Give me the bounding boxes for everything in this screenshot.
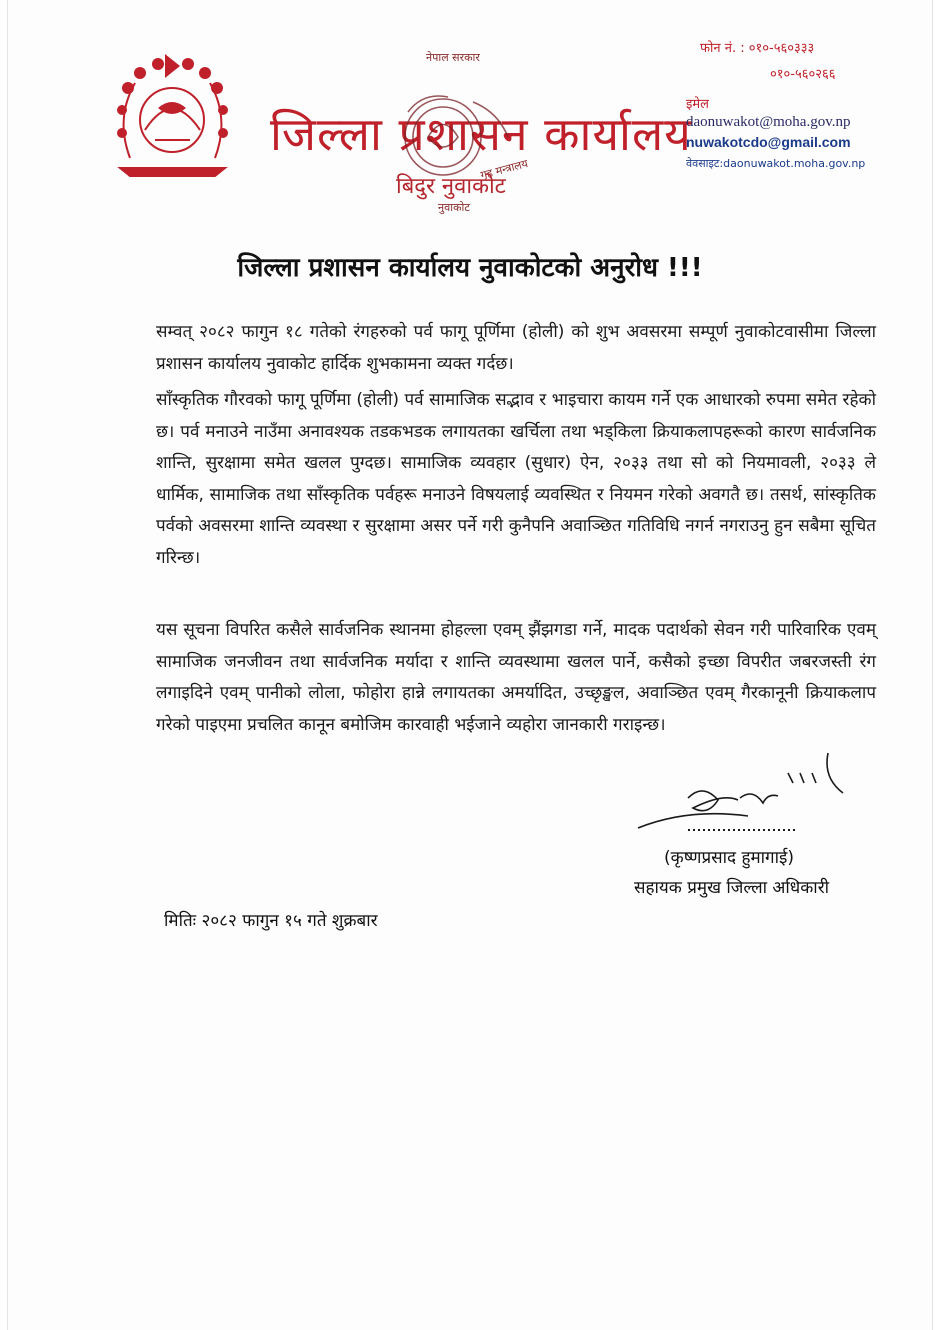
phone-number-2: ०१०-५६०२६६ [770, 67, 836, 82]
signatory-title: सहायक प्रमुख जिल्ला अधिकारी [634, 878, 830, 898]
website-link[interactable]: वेवसाइट:daonuwakot.moha.gov.np [686, 157, 866, 170]
office-title: जिल्ला प्रशासन कार्यालय [270, 107, 692, 161]
email-link-1[interactable]: daonuwakot@moha.gov.np [686, 114, 851, 130]
notice-paragraph-3: यस सूचना विपरित कसैले सार्वजनिक स्थानमा होहल्ला एवम् झैंझगडा गर्ने, मादक पदार्थको सेवन गरी पारिवारिक एवम् सामाजिक जनजीवन तथा सार्वजनिक मर्यादा र शान्ति व्यवस्थामा खलल पार्ने, कसैको इच्छा विपरीत जबरजस्ती रंग लगाइदिने एवम् पानीको लोला, फोहोरा हान्ने लगायतका अमर्यादित, उच्छृङ्खल, अवाञ्छित एवम् गैरकानूनी क्रियाकलाप गरेको पाइएमा प्रचलित कानून बमोजिम कारवाही भईजाने व्यहोरा जानकारी गराइन्छ। [156, 620, 876, 735]
signatory-name: (कृष्णप्रसाद हुमागाई) [664, 848, 795, 868]
email-label: इमेल [686, 97, 709, 112]
document-page [8, 0, 932, 1330]
stamp-line-1: नेपाल सरकार [426, 51, 480, 64]
stamp-line-3: नुवाकोट [438, 201, 470, 214]
stamp-line-2: गृह मन्त्रालय [479, 156, 530, 183]
notice-paragraph-1: सम्वत् २०८२ फागुन १८ गतेको रंगहरुको पर्व फागू पूर्णिमा (होली) को शुभ अवसरमा सम्पूर्ण नुवाकोटवासीमा जिल्ला प्रशासन कार्यालय नुवाकोट हार्दिक शुभकामना व्यक्त गर्दछ। [156, 322, 876, 374]
notice-date: मितिः २०८२ फागुन १५ गते शुक्रबार [164, 911, 378, 931]
stamp-office-name: बिदुर नुवाकोट [396, 174, 506, 199]
national-emblem-icon [110, 48, 235, 183]
handwritten-signature [628, 738, 888, 858]
email-link-2[interactable]: nuwakotcdo@gmail.com [686, 134, 851, 150]
notice-paragraph-2: साँस्कृतिक गौरवको फागू पूर्णिमा (होली) पर्व सामाजिक सद्भाव र भाइचारा कायम गर्ने एक आधारको रुपमा समेत रहेको छ। पर्व मनाउने नाउँमा अनावश्यक तडकभडक लगायतका खर्चिला तथा भड्किला क्रियाकलापहरूको कारण सार्वजनिक शान्ति, सुरक्षामा समेत खलल पुग्दछ। सामाजिक व्यवहार (सुधार) ऐन, २०३३ तथा सो को नियमावली, २०३३ ले धार्मिक, सामाजिक तथा साँस्कृतिक पर्वहरू मनाउने विषयलाई व्यवस्थित र नियमन गरेको अवगतै छ। तसर्थ, सांस्कृतिक पर्वको अवसरमा शान्ति व्यवस्था र सुरक्षामा असर पर्ने गरी कुनैपनि अवाञ्छित गतिविधि नगर्न नगराउनु हुन सबैमा सूचित गरिन्छ। [156, 390, 876, 568]
notice-heading: जिल्ला प्रशासन कार्यालय नुवाकोटको अनुरोध !!! [237, 253, 703, 283]
phone-label: फोन नं. : [700, 41, 745, 56]
phone-number-1: ०१०-५६०३३३ [748, 41, 815, 56]
